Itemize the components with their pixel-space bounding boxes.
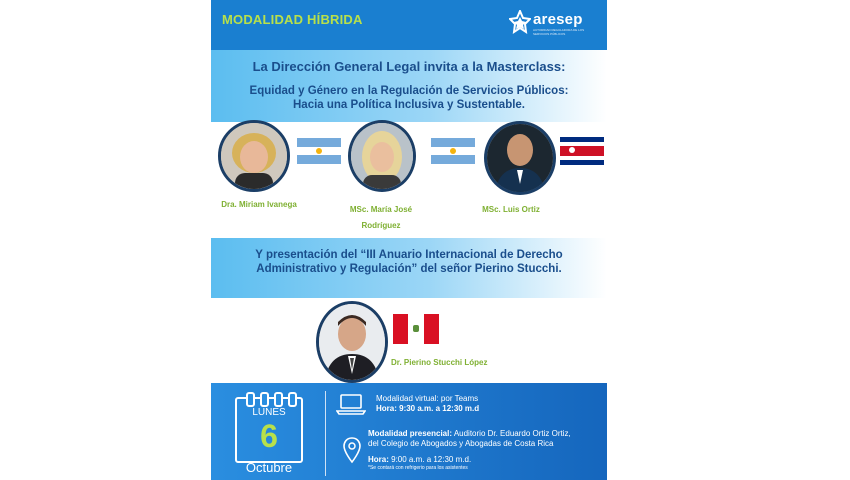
presenter-name: Dr. Pierino Stucchi López <box>391 358 488 367</box>
divider <box>325 391 326 476</box>
argentina-flag <box>297 138 341 164</box>
peru-flag <box>393 314 439 344</box>
masterclass-topic <box>211 84 607 112</box>
aresep-star-icon <box>509 10 531 36</box>
speaker-photo-maria-jose <box>348 120 416 192</box>
speaker-name-miriam: Dra. Miriam Ivanega <box>221 200 297 209</box>
aresep-logo <box>509 8 601 42</box>
calendar-icon <box>235 397 303 463</box>
speaker-name-luis: MSc. Luis Ortiz <box>482 205 540 214</box>
presenter-photo-pierino <box>316 301 388 383</box>
modality-title: MODALIDAD HÍBRIDA <box>222 12 363 27</box>
presentation-title <box>211 248 607 276</box>
presentation-line-1: Y presentación del “III Anuario Internacional de Derecho <box>255 249 563 261</box>
calendar-weekday: LUNES <box>252 407 286 418</box>
location-pin-icon <box>342 436 362 466</box>
calendar-day: 6 <box>260 418 278 454</box>
event-poster <box>211 0 607 480</box>
presencial-line-2: del Colegio de Abogados y Abogadas de Costa Rica <box>368 439 554 448</box>
presencial-time-label: Hora: <box>368 455 389 464</box>
speaker-name-maria-jose <box>336 202 426 234</box>
presencial-time-value: 9:00 a.m. a 12:30 m.d. <box>388 455 472 464</box>
event-info-band <box>211 383 607 480</box>
invite-title: La Dirección General Legal invita a la Masterclass: <box>252 59 566 74</box>
virtual-time-value: 9:30 a.m. a 12:30 m.d <box>396 404 480 413</box>
presencial-label: Modalidad presencial: <box>368 429 453 438</box>
virtual-value: por Teams <box>438 394 479 403</box>
virtual-label: Modalidad virtual: <box>376 394 439 403</box>
speaker-name-line-2: Rodríguez <box>361 221 401 230</box>
virtual-modality <box>376 394 479 414</box>
laptop-icon <box>336 393 366 415</box>
topic-line-1: Equidad y Género en la Regulación de Servicios Públicos: <box>249 85 569 97</box>
logo-name: aresep <box>533 11 583 28</box>
refreshment-note: *Se contará con refrigerio para los asistentes <box>368 465 468 471</box>
header-band <box>211 0 607 50</box>
presencial-modality <box>368 429 604 472</box>
presencial-value: Auditorio Dr. Eduardo Ortiz Ortiz, <box>452 429 571 438</box>
presentation-line-2: Administrativo y Regulación” del señor Pierino Stucchi. <box>256 263 562 275</box>
virtual-time-label: Hora: <box>376 404 397 413</box>
topic-line-2: Hacia una Política Inclusiva y Sustentable. <box>293 99 525 111</box>
logo-subtitle: AUTORIDAD REGULADORA DE LOS SERVICIOS PÚBLICOS <box>533 28 585 36</box>
costa-rica-flag <box>560 137 604 165</box>
speaker-photo-miriam <box>218 120 290 192</box>
speaker-photo-luis <box>484 121 556 195</box>
calendar-month: Octubre <box>245 460 293 475</box>
speaker-name-line-1: MSc. María José <box>349 205 413 214</box>
argentina-flag <box>431 138 475 164</box>
